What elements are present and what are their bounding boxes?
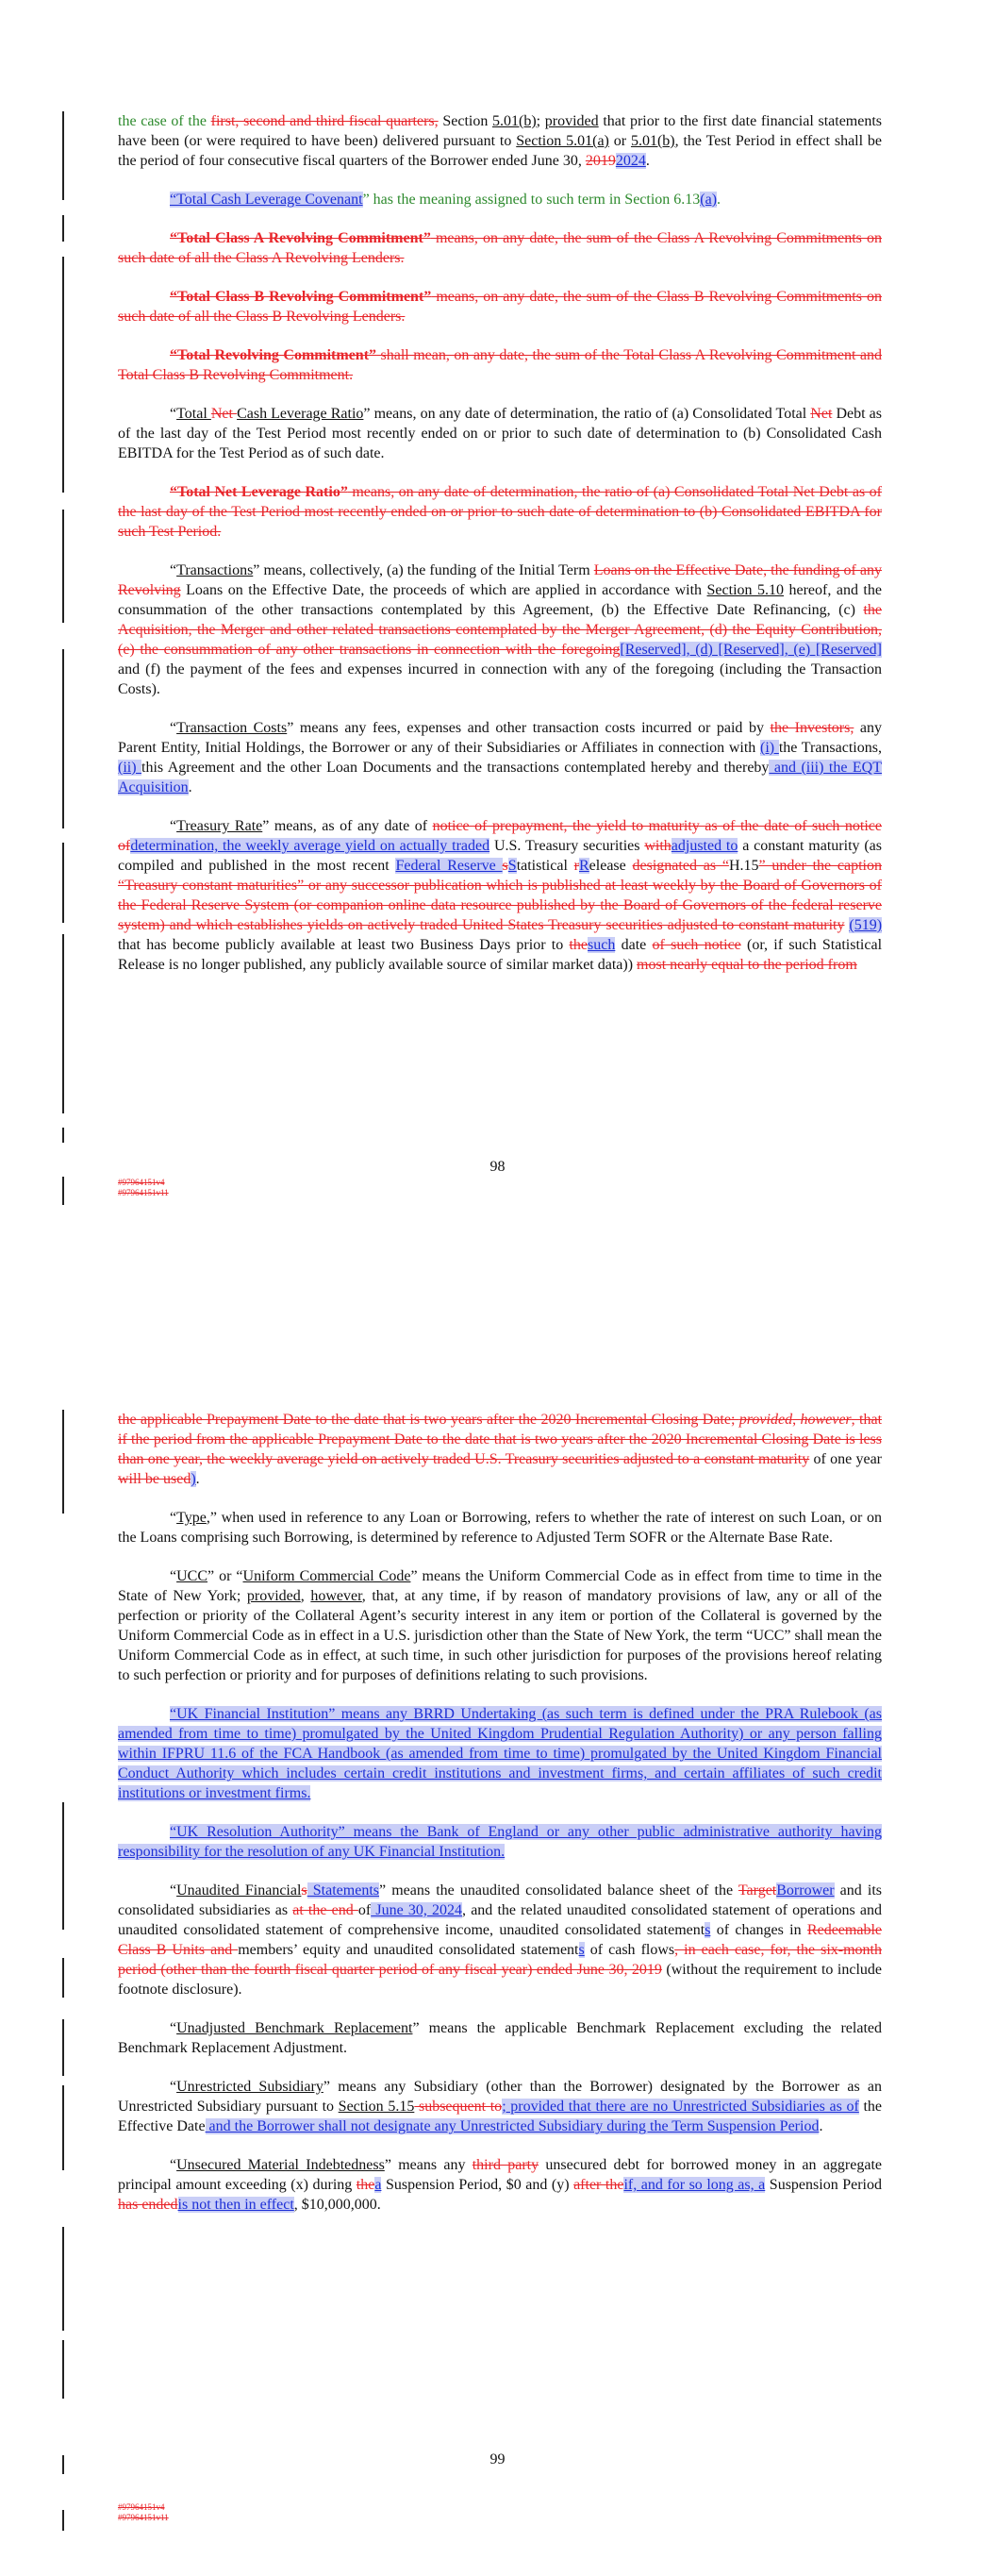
text-run: Net (810, 406, 833, 422)
text-run: , and the related unaudited consolidated statement of operations and unaudited consolidated statement of comprehensive income, unaudited consolidated statement (118, 1902, 882, 1938)
text-run: ” means the Uniform Commercial Code as in effect from time to time in the State of New York; (118, 1568, 882, 1604)
text-run: adjusted to (671, 838, 738, 854)
text-run: . (195, 1471, 200, 1487)
text-run: ” means, collectively, (a) the funding of the Initial Term (253, 562, 594, 578)
text-run: ” under the caption “Treasury constant maturities” or any successor publication which is published at least weekly by the Board of Governors of the Federal Reserve System (or companion online data resource published by the Board of Governors of the federal reserve system) and which establishes yields on actively traded United States Treasury securities adjusted to constant maturity (118, 858, 883, 933)
text-run: that prior to the first date financial statements have been (or were required to have been) delivered pursuant to (118, 113, 883, 149)
document-page-99 (0, 1359, 995, 2576)
text-run: most nearly equal to the period from (637, 957, 857, 973)
text-run: Type (176, 1510, 207, 1526)
definition-paragraph (118, 560, 882, 699)
text-run: Unadjusted Benchmark Replacement (176, 2020, 413, 2036)
text-run: the Transactions, (778, 740, 882, 756)
text-run: subsequent to (414, 2099, 503, 2115)
text-run: Treasury Rate (176, 818, 263, 834)
text-run: the Effective Date (118, 2099, 883, 2134)
text-run: unsecured debt for borrowed money in an aggregate principal amount exceeding (x) during (118, 2157, 882, 2193)
definition-paragraph (118, 2018, 882, 2058)
text-run: “ (170, 1568, 177, 1584)
text-run: of cash flows (584, 1942, 675, 1958)
text-run: of such notice (652, 937, 741, 953)
text-run: the Acquisition, the Merger and other related transactions contemplated by the Merger Agreement, (d) the Equity Contribution, (e) the consummation of any other transactions in connection with the foregoing (118, 602, 882, 658)
document-id-footer (118, 2502, 169, 2523)
text-run: [Reserved], (d) [Reserved], (e) [Reserved] (620, 642, 883, 658)
text-run: the (356, 2177, 375, 2193)
definition-paragraph (118, 1508, 882, 1547)
text-run: elease (589, 858, 633, 874)
text-run: “ (170, 562, 177, 578)
text-run: s (578, 1942, 585, 1958)
change-bar (62, 1410, 64, 1514)
change-bar (62, 215, 64, 242)
text-run: UCC (176, 1568, 208, 1584)
text-run: of (357, 1902, 372, 1918)
text-run: (or, if such Statistical Release is no longer published, any publicly available source of similar market data)) (118, 937, 883, 973)
definition-paragraph (118, 228, 882, 268)
change-bar (62, 2340, 64, 2399)
text-run: a constant maturity (as compiled and published in the most recent (118, 838, 883, 874)
change-bar (62, 934, 64, 1113)
text-run: “Total Cash Leverage Covenant (170, 192, 363, 208)
text-run: Loans on the Effective Date, the funding of any Revolving (118, 562, 883, 598)
text-run: the Investors, (770, 720, 854, 736)
text-run: or (608, 133, 631, 149)
definition-paragraph (118, 1881, 882, 1999)
change-bar (62, 2227, 64, 2331)
text-run: , in each case, for, the six-month period (other than the fourth fiscal quarter period of any fiscal year) ended June 30, 2019 (118, 1942, 883, 1978)
text-run: ” means any (384, 2157, 473, 2173)
text-run: a (374, 2177, 382, 2193)
text-run: ” means the unaudited consolidated balance sheet of the (379, 1882, 738, 1899)
change-bar (62, 2019, 64, 2076)
text-run: ) (191, 1471, 196, 1487)
text-run: provided (246, 1588, 301, 1604)
text-run: , (300, 1588, 311, 1604)
page-98-body-text (118, 111, 882, 994)
text-run: , $10,000,000. (293, 2197, 381, 2213)
text-run: Transaction Costs (176, 720, 288, 736)
text-run: and (f) the payment of the fees and expenses incurred in connection with any of the foregoing (including the Transaction Costs). (118, 661, 882, 697)
text-run: however (310, 1588, 362, 1604)
text-run: “Total Revolving Commitment” (170, 347, 377, 363)
text-run: of changes in (710, 1922, 807, 1938)
text-run: means, on any date, the sum of the Class A Revolving Commitments on such date of all the Class A Revolving Lenders. (118, 230, 883, 266)
definition-paragraph (118, 345, 882, 385)
definition-paragraph (118, 1822, 882, 1862)
text-run: Net (210, 406, 238, 422)
text-run: (i) (760, 740, 779, 756)
change-bar (62, 843, 64, 923)
text-run: after the (573, 2177, 624, 2193)
text-run: “Total Class A Revolving Commitment” (170, 230, 431, 246)
text-run: “Total Class B Revolving Commitment” (170, 289, 432, 305)
text-run: such (588, 937, 616, 953)
text-run: . (645, 153, 650, 169)
text-run: the (569, 937, 589, 953)
text-run: “UK Financial Institution” means any BRRD Undertaking (as such term is defined under the PRA Rulebook (as amended from time to time) promulgated by the United Kingdom Prudential Regulation Authority) or any person falling within IFPRU 11.6 of the FCA Handbook (as amended from time to time) promulgated by the United Kingdom Financial Conduct Authority which includes certain credit institutions and investment firms, and certain affiliates of such credit institutions or investment firms. (118, 1706, 882, 1801)
definition-paragraph (118, 718, 882, 797)
text-run: means, on any date of determination, the ratio of (a) Consolidated Total Net Debt as of the last day of the Test Period most recently ended on or prior to such date of determination to (b) Consolidated EBITDA for such Test Period. (118, 484, 882, 540)
text-run: H.15 (728, 858, 759, 874)
text-run: members’ equity and unaudited consolidated statement (238, 1942, 579, 1958)
text-run: designated as “ (632, 858, 729, 874)
text-run: will be used (118, 1471, 191, 1487)
text-run: June 30, 2024 (371, 1902, 463, 1918)
definition-paragraph (118, 2077, 882, 2136)
text-run: date (615, 937, 653, 953)
page-number: 99 (489, 2451, 506, 2467)
text-run: 2019 (585, 153, 616, 169)
text-run: s (301, 1882, 307, 1899)
text-run: has ended (118, 2197, 178, 2213)
change-bar (62, 111, 64, 200)
text-run: (519) (849, 917, 883, 933)
text-run: Uniform Commercial Code (242, 1568, 411, 1584)
text-run: the applicable Prepayment Date to the date that is two years after the 2020 Incremental Closing Date; (118, 1412, 739, 1428)
text-run: (ii) (118, 760, 142, 776)
text-run: Suspension Period (765, 2177, 882, 2193)
text-run: Transactions (176, 562, 254, 578)
text-run: tatistical (516, 858, 574, 874)
document-id-new: #97964151v11 (118, 1188, 169, 1197)
text-run: Unsecured Material Indebtedness (176, 2157, 385, 2173)
text-run: “ (170, 2079, 177, 2095)
text-run: . (819, 2118, 823, 2134)
text-run: ” means, as of any date of (262, 818, 433, 834)
text-run: ; (536, 113, 545, 129)
text-run: this Agreement and the other Loan Documents and the transactions contemplated hereby and thereby (141, 760, 770, 776)
text-run: Suspension Period, $0 and (y) (381, 2177, 574, 2193)
text-run: ,” when used in reference to any Loan or Borrowing, refers to whether the rate of interest on such Loan, or on the Loans comprising such Borrowing, is determined by reference to Adjusted Term SOFR or the Alternate Base Rate. (118, 1510, 882, 1546)
text-run: “ (170, 818, 177, 834)
text-run: and the Borrower shall not designate any Unrestricted Subsidiary during the Term Suspension Period (205, 2118, 820, 2134)
text-run: s (705, 1922, 711, 1938)
change-bar (62, 1177, 64, 1205)
text-run: Total (176, 406, 211, 422)
text-run: Loans on the Effective Date, the proceeds of which are applied in accordance with (180, 582, 707, 598)
text-run: . (188, 779, 192, 795)
text-run: any Parent Entity, Initial Holdings, the Borrower or any of their Subsidiaries or Affiliates in connection with (118, 720, 883, 756)
text-run: “ (170, 1510, 177, 1526)
text-run: Cash Leverage Ratio (237, 406, 364, 422)
definition-paragraph (118, 1704, 882, 1803)
definition-paragraph (118, 287, 882, 326)
text-run: and (iii) the EQT Acquisition (118, 760, 883, 795)
definition-paragraph (118, 111, 882, 171)
text-run: and its consolidated subsidiaries as (118, 1882, 883, 1918)
text-run: provided (544, 113, 599, 129)
text-run: ; provided that there are no Unrestricted Subsidiaries as of (502, 2099, 859, 2115)
text-run: provided (738, 1412, 793, 1428)
text-run: , the Test Period in effect shall be the period of four consecutive fiscal quarters of the Borrower ended June 30, (118, 133, 883, 169)
change-bar (62, 510, 64, 623)
text-run: “ (170, 720, 177, 736)
text-run: “ (170, 2020, 177, 2036)
text-run: Statements (307, 1882, 379, 1899)
text-run: Section 5.01(a) (516, 133, 609, 149)
text-run: Section (438, 113, 492, 129)
change-bar (62, 2510, 64, 2531)
text-run: (without the requirement to include footnote disclosure). (118, 1962, 882, 1998)
text-run: hereof, and the consummation of the other transactions contemplated by this Agreement, (b) the Effective Date Refinancing, (c) (118, 582, 882, 618)
text-run: , that if the period from the applicable Prepayment Date to the date that is two years after the 2020 Incremental Closing Date is less than one year, the weekly average yield on actively traded U.S. Treasury securities adjusted to a constant maturity (118, 1412, 883, 1467)
change-bar (62, 1128, 64, 1143)
text-run: first, second and third fiscal quarters, (210, 113, 439, 129)
definition-paragraph (118, 190, 882, 209)
text-run: Redeemable Class B Units and (118, 1922, 882, 1958)
document-id-old: #97964151v4 (118, 1178, 165, 1187)
text-run: at the end (292, 1902, 358, 1918)
definition-paragraph (118, 482, 882, 542)
change-bar (62, 1958, 64, 1998)
text-run: means, on any date, the sum of the Class B Revolving Commitments on such date of all the Class B Revolving Lenders. (118, 289, 883, 325)
text-run: “ (170, 1882, 177, 1899)
definition-paragraph (118, 1410, 882, 1489)
text-run: ” means any Subsidiary (other than the Borrower) designated by the Borrower as an Unrestricted Subsidiary pursuant to (118, 2079, 883, 2115)
text-run: determination, the weekly average yield on actually traded (130, 838, 490, 854)
text-run: , (792, 1412, 801, 1428)
text-run: U.S. Treasury securities (489, 838, 645, 854)
text-run: Unaudited Financial (176, 1882, 302, 1899)
change-bar (62, 649, 64, 828)
text-run: Federal Reserve (395, 858, 503, 874)
text-run: ” means, on any date of determination, the ratio of (a) Consolidated Total (363, 406, 811, 422)
text-run: 5.01(b) (492, 113, 537, 129)
text-run: if, and for so long as, a (623, 2177, 766, 2193)
text-run: that has become publicly available at least two Business Days prior to (118, 937, 570, 953)
text-run: s (502, 858, 508, 874)
text-run: of one year (809, 1451, 882, 1467)
text-run: Section 5.15 (338, 2099, 415, 2115)
text-run: S (507, 858, 517, 874)
page-number: 98 (489, 1159, 506, 1175)
text-run: notice of prepayment, the yield to maturity as of the date of such notice of (118, 818, 882, 854)
text-run: “ (170, 406, 177, 422)
page-99-body-text (118, 1410, 882, 2233)
text-run: 5.01(b) (630, 133, 675, 149)
text-run: Unrestricted Subsidiary (176, 2079, 323, 2095)
document-id-old: #97964151v4 (118, 2502, 165, 2512)
text-run: Borrower (776, 1882, 835, 1899)
definition-paragraph (118, 816, 882, 975)
text-run: third party (472, 2157, 539, 2173)
text-run: R (579, 858, 589, 874)
text-run: (a) (700, 192, 718, 208)
document-id-new: #97964151v11 (118, 2513, 169, 2522)
text-run: the case of the (118, 113, 211, 129)
definition-paragraph (118, 2155, 882, 2215)
text-run: ” means any fees, expenses and other transaction costs incurred or paid by (287, 720, 771, 736)
text-run: with (644, 838, 672, 854)
document-id-footer (118, 1178, 169, 1198)
definition-paragraph (118, 404, 882, 463)
text-run: however (800, 1412, 852, 1428)
text-run: “ (170, 2157, 177, 2173)
text-run: Debt as of the last day of the Test Period most recently ended on or prior to such date of determination to (b) Consolidated Cash EBITDA for the Test Period as of such date. (118, 406, 883, 461)
definition-paragraph (118, 1566, 882, 1685)
text-run: ” means the applicable Benchmark Replacement excluding the related Benchmark Replacement Adjustment. (118, 2020, 883, 2056)
change-bar (62, 1802, 64, 1930)
text-run: . (717, 192, 721, 208)
document-page-98 (0, 0, 995, 1236)
text-run: ” or “ (207, 1568, 243, 1584)
change-bar (62, 2085, 64, 2170)
text-run: , that, at any time, if by reason of mandatory provisions of law, any or all of the perfection or priority of the Collateral Agent’s security interest in any item or portion of the Collateral is governed by the Uniform Commercial Code as in effect in a U.S. jurisdiction other than the State of New York, the term “UCC” shall mean the Uniform Commercial Code as in effect, at such time, in such other jurisdiction for purposes of the provisions hereof relating to such perfection or priority and for purposes of definitions relating to such provisions. (118, 1588, 883, 1683)
change-bar (62, 257, 64, 493)
text-run: “Total Net Leverage Ratio” (170, 484, 348, 500)
text-run: Target (738, 1882, 777, 1899)
text-run: “UK Resolution Authority” means the Bank of England or any other public administrative authority having responsibility for the resolution of any UK Financial Institution. (118, 1824, 882, 1860)
text-run: 2024 (615, 153, 646, 169)
text-run: Section 5.10 (706, 582, 784, 598)
text-run: r (573, 858, 579, 874)
text-run: shall mean, on any date, the sum of the Total Class A Revolving Commitment and Total Class B Revolving Commitment. (118, 347, 882, 383)
text-run: is not then in effect (177, 2197, 294, 2213)
text-run: ” has the meaning assigned to such term in Section 6.13 (362, 192, 701, 208)
